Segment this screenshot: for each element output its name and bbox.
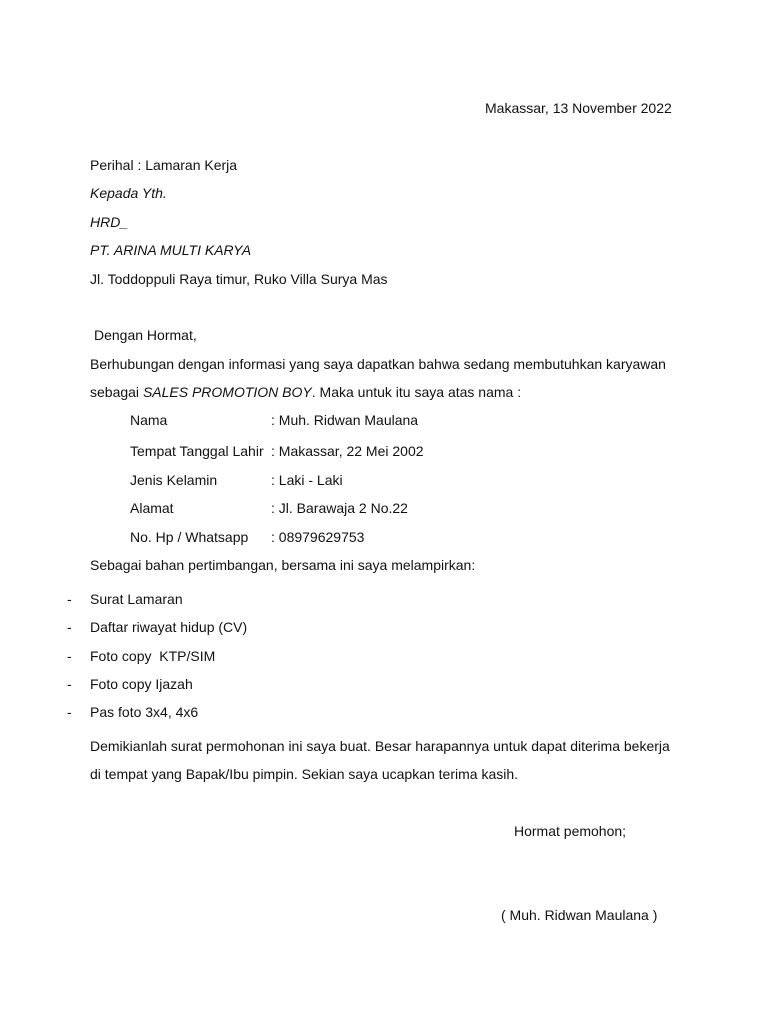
list-bullet: - — [67, 648, 72, 664]
list-bullet: - — [67, 676, 72, 692]
identity-label: No. Hp / Whatsapp — [130, 529, 249, 545]
position-applied: SALES PROMOTION BOY — [142, 384, 312, 400]
recipient-department: HRD_ — [90, 214, 129, 230]
recipient-address: Jl. Toddoppuli Raya timur, Ruko Villa Surya Mas — [90, 271, 388, 287]
list-bullet: - — [67, 619, 72, 635]
list-item: Surat Lamaran — [90, 591, 183, 607]
closing-line-1: Demikianlah surat permohonan ini saya buat. Besar harapannya untuk dapat diterima bekerja — [90, 738, 670, 754]
identity-label: Alamat — [130, 500, 174, 516]
place-date: Makassar, 13 November 2022 — [485, 100, 672, 116]
list-item: Foto copy KTP/SIM — [90, 648, 216, 664]
identity-value: : Muh. Ridwan Maulana — [271, 412, 419, 428]
identity-label: Tempat Tanggal Lahir — [130, 443, 264, 459]
list-item: Pas foto 3x4, 4x6 — [90, 704, 199, 720]
list-bullet: - — [67, 591, 72, 607]
identity-value: : Jl. Barawaja 2 No.22 — [271, 500, 408, 516]
sign-off: Hormat pemohon; — [514, 823, 627, 839]
recipient-company: PT. ARINA MULTI KARYA — [90, 242, 252, 258]
identity-value: : Makassar, 22 Mei 2002 — [271, 443, 424, 459]
greeting: Dengan Hormat, — [94, 327, 197, 343]
closing-line-2: di tempat yang Bapak/Ibu pimpin. Sekian saya ucapkan terima kasih. — [90, 766, 519, 782]
list-item: Foto copy Ijazah — [90, 676, 193, 692]
list-item: Daftar riwayat hidup (CV) — [90, 619, 248, 635]
identity-label: Jenis Kelamin — [130, 472, 218, 488]
identity-value: : Laki - Laki — [271, 472, 343, 488]
recipient-salutation: Kepada Yth. — [90, 185, 167, 201]
intro-pre: sebagai — [90, 384, 143, 400]
subject-line: Perihal : Lamaran Kerja — [90, 157, 238, 173]
attachments-intro: Sebagai bahan pertimbangan, bersama ini saya melampirkan: — [90, 557, 476, 573]
identity-label: Nama — [130, 412, 168, 428]
list-bullet: - — [67, 704, 72, 720]
intro-post: . Maka untuk itu saya atas nama : — [311, 384, 522, 400]
intro-line-2 — [90, 385, 521, 399]
signature-name: ( Muh. Ridwan Maulana ) — [501, 907, 658, 923]
intro-line-1: Berhubungan dengan informasi yang saya dapatkan bahwa sedang membutuhkan karyawan — [90, 356, 666, 372]
identity-value: : 08979629753 — [271, 529, 365, 545]
